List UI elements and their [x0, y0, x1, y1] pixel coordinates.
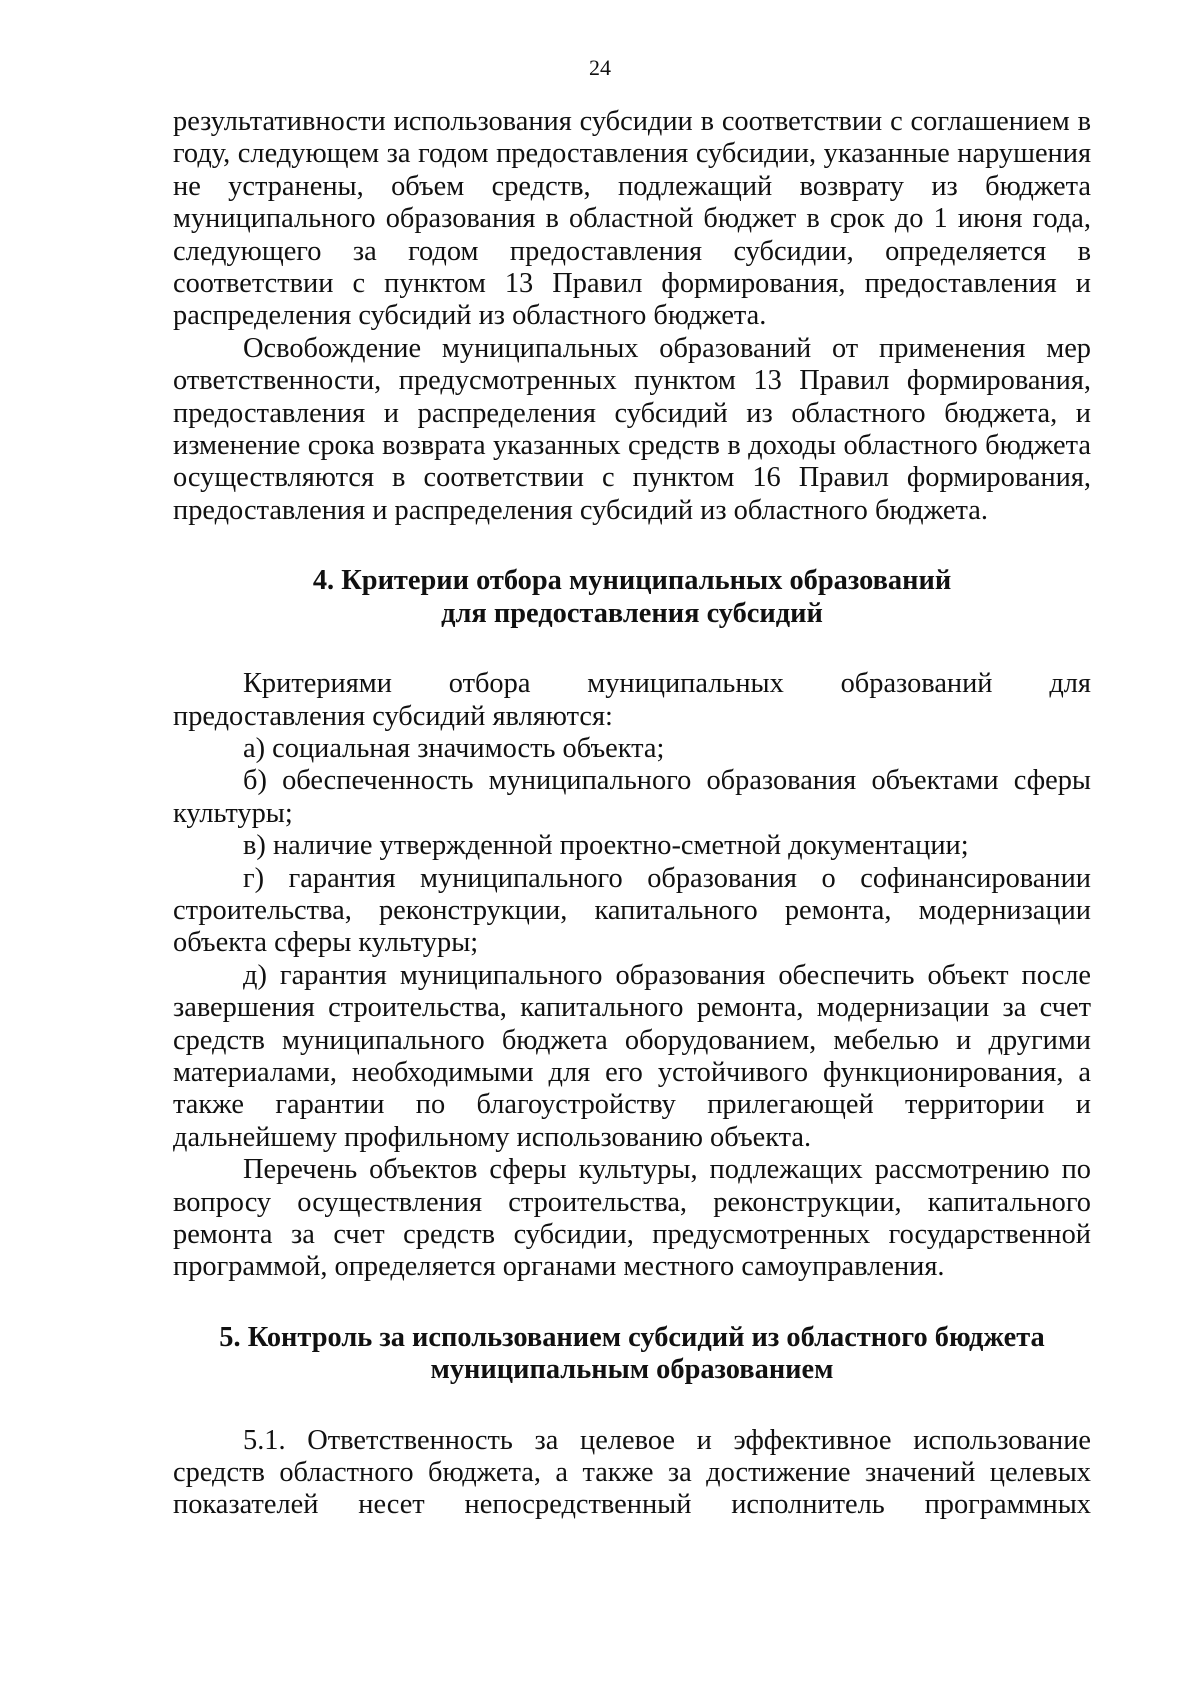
section-5-heading — [173, 1322, 1091, 1387]
section-4-closing: Перечень объектов сферы культуры, подлежащих рассмотрению по вопросу осуществления строительства, реконструкции, капитального ремонта за счет средств субсидии, предусмотренных государственной программой, определяется органами местного самоуправления. — [173, 1154, 1091, 1283]
document-body — [173, 106, 1091, 1522]
criterion-b: б) обеспеченность муниципального образования объектами сферы культуры; — [173, 765, 1091, 829]
section-5-paragraph-5-1: 5.1. Ответственность за целевое и эффективное использование средств областного бюджета, а также за достижение значений целевых показателей несет непосредственный исполнитель программных — [173, 1424, 1091, 1521]
criterion-c: в) наличие утвержденной проектно-сметной документации; — [243, 830, 969, 862]
paragraph-exemption: Освобождение муниципальных образований от применения мер ответственности, предусмотренных пунктом 13 Правил формирования, предоставления и распределения субсидий из областного бюджета, и изменение срока возврата указанных средств в доходы областного бюджета осуществляются в соответствии с пунктом 16 Правил формирования, предоставления и распределения субсидий из областного бюджета. — [173, 332, 1091, 526]
section-4-intro: Критериями отбора муниципальных образований для предоставления субсидий являются: — [173, 668, 1091, 732]
section-4-heading-line1: 4. Критерии отбора муниципальных образований — [312, 565, 952, 597]
paragraph-continuation: результативности использования субсидии в соответствии с соглашением в году, следующем за годом предоставления субсидии, указанные нарушения не устранены, объем средств, подлежащий возврату из бюджета муниципального образования в областной бюджет в срок до 1 июня года, следующего за годом предоставления субсидии, определяется в соответствии с пунктом 13 Правил формирования, предоставления и распределения субсидий из областного бюджета. — [173, 106, 1091, 332]
section-5-heading-line1: 5. Контроль за использованием субсидий из областного бюджета — [219, 1321, 1045, 1353]
criterion-a: а) социальная значимость объекта; — [243, 732, 665, 764]
section-4-heading — [173, 565, 1091, 630]
section-4-heading-line2: для предоставления субсидий — [441, 597, 823, 629]
criterion-d: г) гарантия муниципального образования о софинансировании строительства, реконструкции, капитального ремонта, модернизации объекта сферы культуры; — [173, 862, 1091, 959]
section-5-heading-line2: муниципальным образованием — [430, 1354, 834, 1386]
criterion-e: д) гарантия муниципального образования обеспечить объект после завершения строительства, капитального ремонта, модернизации за счет средств муниципального бюджета оборудованием, мебелью и другими материалами, необходимыми для его устойчивого функционирования, а также гарантии по благоустройству прилегающей территории и дальнейшему профильному использованию объекта. — [173, 959, 1091, 1153]
page-number: 24 — [589, 55, 611, 80]
